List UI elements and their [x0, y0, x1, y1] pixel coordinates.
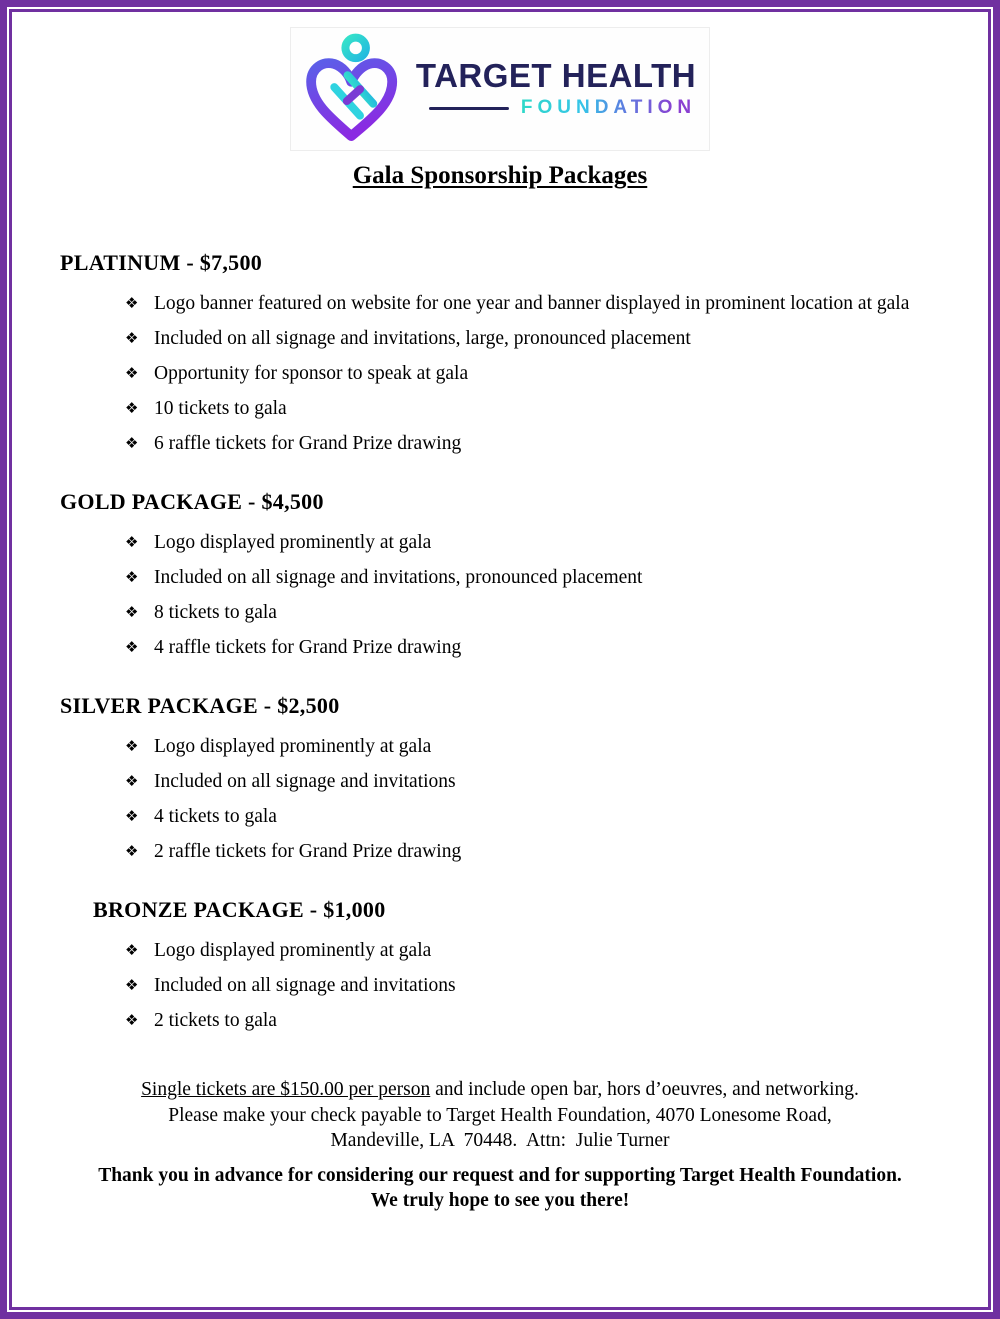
- brand-name: TARGET HEALTH: [415, 56, 697, 94]
- list-item-text: 4 tickets to gala: [154, 806, 277, 827]
- diamond-bullet-icon: ❖: [125, 772, 139, 790]
- diamond-bullet-icon: ❖: [125, 941, 139, 959]
- package-platinum: [12, 249, 988, 456]
- diamond-bullet-icon: ❖: [125, 434, 139, 452]
- list-item: [125, 973, 988, 998]
- diamond-bullet-icon: ❖: [125, 737, 139, 755]
- diamond-bullet-icon: ❖: [125, 807, 139, 825]
- list-item-text: 2 tickets to gala: [154, 1010, 277, 1031]
- package-heading-gold: GOLD PACKAGE - $4,500: [60, 489, 324, 514]
- list-item-text: Opportunity for sponsor to speak at gala: [154, 363, 469, 384]
- list-item: [125, 734, 988, 759]
- list-item: [125, 530, 988, 555]
- list-item-text: Included on all signage and invitations, large, pronounced placement: [154, 328, 691, 349]
- diamond-bullet-icon: ❖: [125, 294, 139, 312]
- document-body: [12, 12, 988, 1307]
- list-item-text: 6 raffle tickets for Grand Prize drawing: [154, 433, 462, 454]
- list-item: [125, 431, 988, 456]
- list-item: [125, 938, 988, 963]
- diamond-bullet-icon: ❖: [125, 568, 139, 586]
- list-item-text: 10 tickets to gala: [154, 398, 287, 419]
- list-item-text: 2 raffle tickets for Grand Prize drawing: [154, 841, 462, 862]
- address-attn-line: Mandeville, LA 70448. Attn: Julie Turner: [330, 1130, 670, 1151]
- package-heading-bronze: BRONZE PACKAGE - $1,000: [93, 897, 386, 922]
- package-gold: [12, 488, 988, 660]
- diamond-bullet-icon: ❖: [125, 1011, 139, 1029]
- diamond-bullet-icon: ❖: [125, 638, 139, 656]
- list-item: [125, 635, 988, 660]
- single-ticket-line: [12, 1077, 988, 1103]
- diamond-bullet-icon: ❖: [125, 533, 139, 551]
- diamond-bullet-icon: ❖: [125, 364, 139, 382]
- list-item-text: 8 tickets to gala: [154, 602, 277, 623]
- logo: [290, 27, 710, 151]
- list-item-text: Logo displayed prominently at gala: [154, 532, 432, 553]
- list-item: [125, 1008, 988, 1033]
- list-item-text: Included on all signage and invitations: [154, 975, 456, 996]
- list-item-text: Logo displayed prominently at gala: [154, 940, 432, 961]
- list-item: [125, 396, 988, 421]
- package-heading-platinum: PLATINUM - $7,500: [60, 250, 263, 275]
- single-ticket-rest: and include open bar, hors d’oeuvres, and networking.: [430, 1079, 859, 1100]
- package-heading-silver: SILVER PACKAGE - $2,500: [60, 693, 340, 718]
- package-silver: [12, 692, 988, 864]
- list-item: [125, 804, 988, 829]
- list-item: [125, 361, 988, 386]
- brand-subtitle: FOUNDATION: [520, 97, 697, 119]
- list-item: [125, 839, 988, 864]
- single-ticket-price: Single tickets are $150.00 per person: [141, 1079, 431, 1100]
- thank-you-message: Thank you in advance for considering our request and for supporting Target Health Foundation. We truly hope to see you there!: [98, 1164, 902, 1211]
- list-item-text: Included on all signage and invitations, pronounced placement: [154, 567, 643, 588]
- list-item: [125, 600, 988, 625]
- list-item: [125, 769, 988, 794]
- diamond-bullet-icon: ❖: [125, 603, 139, 621]
- check-payable-line: Please make your check payable to Target Health Foundation, 4070 Lonesome Road,: [168, 1104, 832, 1126]
- list-item: [125, 326, 988, 351]
- diamond-bullet-icon: ❖: [125, 976, 139, 994]
- diamond-bullet-icon: ❖: [125, 842, 139, 860]
- list-item: [125, 291, 988, 316]
- list-item-text: Logo displayed prominently at gala: [154, 736, 432, 757]
- logo-text: [415, 56, 697, 120]
- brand-subtitle-row: [416, 97, 696, 119]
- package-bronze: [12, 896, 988, 1033]
- diamond-bullet-icon: ❖: [125, 329, 139, 347]
- list-item: [125, 565, 988, 590]
- footer: [12, 1077, 988, 1214]
- brand-rule-divider: [429, 107, 509, 110]
- page-title: Gala Sponsorship Packages: [352, 162, 648, 189]
- list-item-text: 4 raffle tickets for Grand Prize drawing: [154, 637, 462, 658]
- list-item-text: Included on all signage and invitations: [154, 771, 456, 792]
- diamond-bullet-icon: ❖: [125, 399, 139, 417]
- list-item-text: Logo banner featured on website for one year and banner displayed in prominent location at gala: [154, 293, 910, 314]
- heart-logo-icon: [304, 32, 402, 149]
